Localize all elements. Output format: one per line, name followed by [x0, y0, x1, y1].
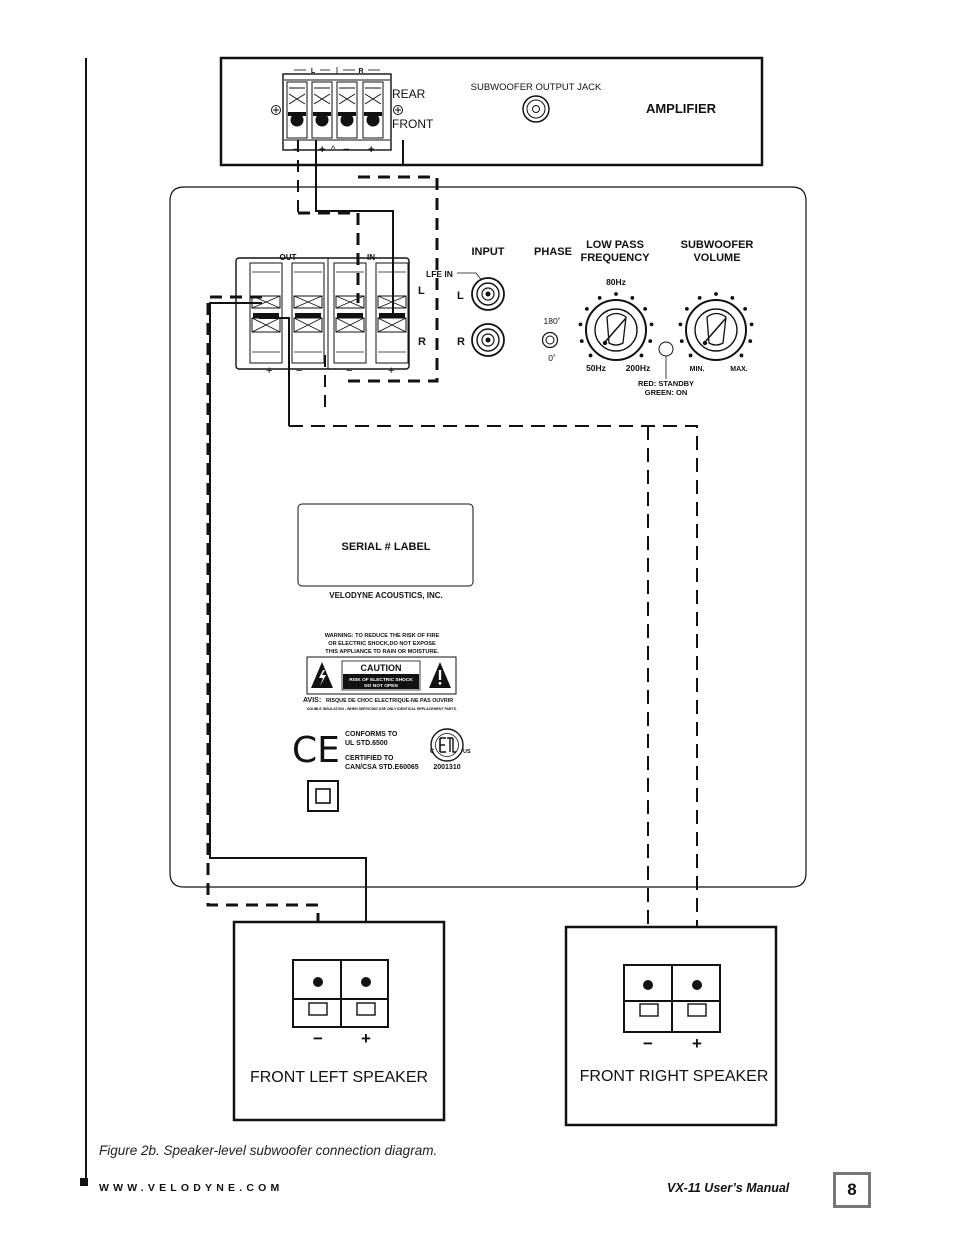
caution-line-2: DO NOT OPEN — [364, 684, 398, 689]
amplifier-title: AMPLIFIER — [645, 101, 717, 116]
serial-label-text: SERIAL # LABEL — [341, 541, 431, 553]
amp-plus-2: + — [368, 144, 375, 156]
amp-terminal-post — [287, 82, 307, 138]
conforms-line-2: UL STD.6500 — [345, 740, 388, 747]
amp-terminal-post — [337, 82, 357, 138]
sub-plus-1: + — [266, 365, 273, 377]
right-speaker-positive-terminal — [692, 980, 702, 990]
low-pass-title-line1: LOW PASS — [586, 239, 644, 251]
subwoofer-terminal-block — [236, 258, 409, 369]
low-pass-title-line2: FREQUENCY — [580, 252, 650, 264]
input-right-label: R — [457, 336, 465, 348]
subwoofer-rear-panel — [170, 187, 806, 887]
etl-listed-icon — [431, 729, 463, 761]
left-speaker-minus-label: − — [313, 1029, 323, 1048]
rca-input-right[interactable] — [472, 324, 504, 356]
etl-us-label: US — [463, 749, 471, 755]
caution-line-1: RISK OF ELECTRIC SHOCK — [349, 678, 413, 683]
etl-c-label: C — [430, 749, 435, 755]
amp-channel-left-label: L — [310, 68, 316, 75]
volume-title-line2: VOLUME — [693, 252, 741, 264]
caution-title: CAUTION — [360, 663, 402, 673]
front-right-speaker — [566, 927, 776, 1125]
phase-0-label: 0˚ — [548, 353, 556, 363]
double-insulation-text: DOUBLE INSULATION - WHEN SERVICING USE ONLY IDENTICAL REPLACEMENT PARTS. — [306, 707, 458, 711]
volume-min-label: MIN. — [689, 366, 705, 373]
rca-input-left[interactable] — [472, 278, 504, 310]
left-speaker-positive-terminal — [361, 977, 371, 987]
website-url: WWW.VELODYNE.COM — [99, 1182, 284, 1194]
led-standby-label: RED: STANDBY — [637, 379, 695, 388]
low-pass-200hz-label: 200Hz — [625, 363, 651, 373]
input-title: INPUT — [471, 246, 505, 258]
power-led-indicator — [659, 342, 673, 356]
sub-block-right-label: R — [418, 336, 426, 348]
conforms-line-1: CONFORMS TO — [345, 731, 398, 738]
amp-caret: ^ — [331, 144, 336, 154]
avis-label: AVIS: — [303, 697, 322, 704]
front-left-speaker-label: FRONT LEFT SPEAKER — [249, 1069, 429, 1086]
left-speaker-negative-terminal — [313, 977, 323, 987]
volume-max-label: MAX. — [730, 366, 748, 373]
phase-title: PHASE — [534, 246, 572, 258]
sub-terminal-post — [334, 263, 366, 363]
in-label: IN — [367, 253, 375, 262]
low-pass-80hz-label: 80Hz — [606, 277, 626, 287]
phase-switch[interactable] — [543, 333, 558, 348]
etl-number: 2001310 — [433, 764, 461, 771]
sub-terminal-post — [250, 263, 282, 363]
left-speaker-plus-label: + — [361, 1029, 371, 1048]
amp-channel-right-label: R — [358, 68, 364, 75]
right-speaker-negative-terminal — [643, 980, 653, 990]
ce-mark: CE — [292, 730, 340, 771]
front-right-speaker-label: FRONT RIGHT SPEAKER — [579, 1068, 769, 1085]
sub-terminal-post — [292, 263, 324, 363]
caution-plate — [307, 657, 456, 694]
low-pass-50hz-label: 50Hz — [586, 363, 606, 373]
sub-block-left-label: L — [418, 285, 425, 297]
amplifier-unit — [221, 58, 762, 165]
sub-minus-1: − — [296, 365, 303, 377]
volume-title-line1: SUBWOOFER — [680, 239, 754, 251]
certified-line-2: CAN/CSA STD.E60065 — [345, 764, 419, 771]
subwoofer-output-jack — [523, 96, 549, 122]
sub-minus-2: − — [346, 365, 353, 377]
front-left-speaker — [234, 922, 444, 1120]
led-on-label: GREEN: ON — [644, 388, 688, 397]
company-name: VELODYNE ACOUSTICS, INC. — [329, 591, 443, 600]
right-speaker-minus-label: − — [643, 1034, 653, 1053]
amp-minus-1: − — [293, 144, 300, 156]
double-insulation-icon — [308, 781, 338, 811]
input-left-label: L — [457, 290, 464, 302]
amp-terminal-post — [363, 82, 383, 138]
phase-180-label: 180˚ — [543, 316, 561, 326]
warning-line-3: THIS APPLIANCE TO RAIN OR MOISTURE. — [325, 649, 439, 655]
amp-rear-label: REAR — [392, 87, 426, 101]
amp-terminal-post — [312, 82, 332, 138]
avis-text: RISQUE DE CHOC ELECTRIQUE-NE PAS OUVRIR — [326, 698, 454, 704]
warning-line-1: WARNING: TO REDUCE THE RISK OF FIRE — [324, 633, 440, 639]
out-label: OUT — [279, 253, 297, 262]
warning-line-2: OR ELECTRIC SHOCK,DO NOT EXPOSE — [328, 641, 436, 647]
sub-plus-2: + — [388, 365, 395, 377]
subwoofer-output-jack-label: SUBWOOFER OUTPUT JACK — [470, 82, 602, 93]
right-speaker-plus-label: + — [692, 1034, 702, 1053]
amp-plus-1: + — [319, 144, 326, 156]
figure-caption: Figure 2b. Speaker-level subwoofer connection diagram. — [99, 1143, 438, 1158]
lfe-in-label: LFE IN — [426, 269, 453, 279]
manual-title: VX-11 User’s Manual — [667, 1181, 790, 1195]
amp-front-label: FRONT — [392, 117, 434, 131]
page-number: 8 — [833, 1172, 871, 1208]
amplifier-terminal-block — [272, 74, 403, 150]
amp-minus-2: − — [343, 144, 350, 156]
certified-line-1: CERTIFIED TO — [345, 755, 394, 762]
